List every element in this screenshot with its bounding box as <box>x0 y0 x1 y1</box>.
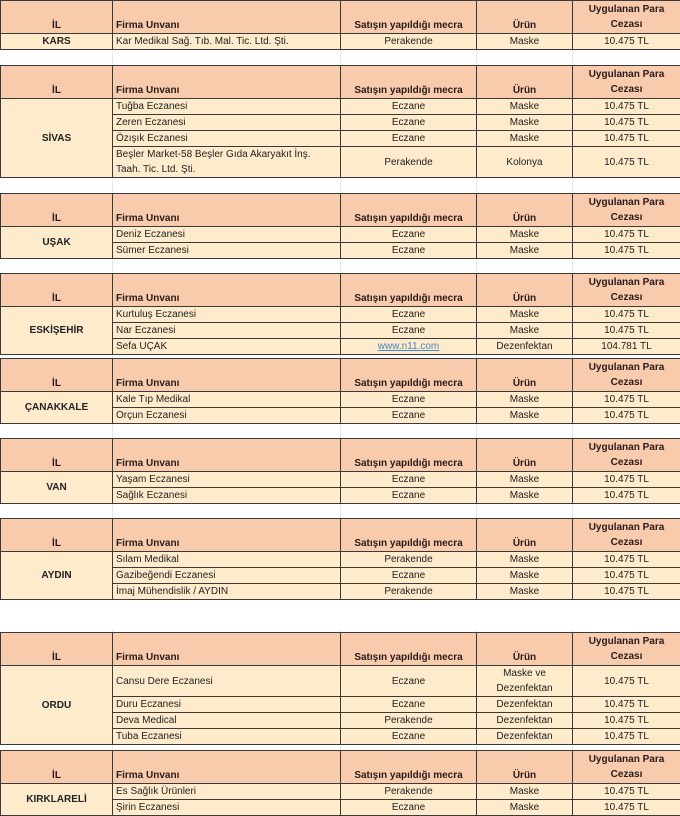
header-firma: Firma Unvanı <box>113 519 341 552</box>
header-firma: Firma Unvanı <box>113 274 341 307</box>
company-cell: Duru Eczanesi <box>113 697 341 713</box>
province-cell: UŞAK <box>1 227 113 259</box>
header-urun: Ürün <box>477 633 573 666</box>
company-cell: Beşler Market-58 Beşler Gıda Akaryakıt İnş. Taah. Tic. Ltd. Şti. <box>113 147 341 178</box>
company-cell: Deniz Eczanesi <box>113 227 341 243</box>
fine-cell: 10.475 TL <box>573 147 680 178</box>
fine-table <box>0 750 680 816</box>
company-cell: Sümer Eczanesi <box>113 243 341 259</box>
header-il: İL <box>1 274 113 307</box>
product-cell: Maske <box>477 800 573 816</box>
company-cell: Zeren Eczanesi <box>113 115 341 131</box>
company-cell: Yaşam Eczanesi <box>113 472 341 488</box>
fine-cell: 10.475 TL <box>573 584 680 600</box>
header-row <box>1 1 680 34</box>
section-kars <box>0 0 680 50</box>
section-eskisehir <box>0 273 680 355</box>
channel-cell: Perakende <box>341 552 477 568</box>
header-il: İL <box>1 66 113 99</box>
header-ceza: Uygulanan Para Cezası <box>573 194 680 227</box>
header-row <box>1 274 680 307</box>
fine-cell: 10.475 TL <box>573 697 680 713</box>
fine-cell: 10.475 TL <box>573 392 680 408</box>
section-sivas <box>0 65 680 178</box>
header-firma: Firma Unvanı <box>113 439 341 472</box>
product-cell: Maske <box>477 243 573 259</box>
fine-cell: 10.475 TL <box>573 784 680 800</box>
fine-table <box>0 358 680 424</box>
header-ceza: Uygulanan Para Cezası <box>573 66 680 99</box>
header-il: İL <box>1 194 113 227</box>
channel-cell: Perakende <box>341 147 477 178</box>
channel-cell: Eczane <box>341 115 477 131</box>
header-ceza: Uygulanan Para Cezası <box>573 274 680 307</box>
channel-cell: Perakende <box>341 784 477 800</box>
header-ceza: Uygulanan Para Cezası <box>573 1 680 34</box>
company-cell: Gazibeğendi Eczanesi <box>113 568 341 584</box>
header-urun: Ürün <box>477 359 573 392</box>
channel-cell: Eczane <box>341 227 477 243</box>
header-mecra: Satışın yapıldığı mecra <box>341 359 477 392</box>
company-cell: Şirin Eczanesi <box>113 800 341 816</box>
company-cell: Kale Tıp Medikal <box>113 392 341 408</box>
product-cell: Maske <box>477 392 573 408</box>
fine-cell: 10.475 TL <box>573 115 680 131</box>
product-cell: Maske <box>477 584 573 600</box>
header-mecra: Satışın yapıldığı mecra <box>341 439 477 472</box>
province-cell: AYDIN <box>1 552 113 600</box>
header-ceza: Uygulanan Para Cezası <box>573 751 680 784</box>
province-cell: ESKİŞEHİR <box>1 307 113 355</box>
table-row <box>1 784 680 800</box>
table-row <box>1 34 680 50</box>
province-cell: KARS <box>1 34 113 50</box>
header-urun: Ürün <box>477 439 573 472</box>
product-cell: Dezenfektan <box>477 729 573 745</box>
fine-cell: 10.475 TL <box>573 666 680 697</box>
header-row <box>1 439 680 472</box>
header-row <box>1 66 680 99</box>
company-cell: Nar Eczanesi <box>113 323 341 339</box>
header-row <box>1 359 680 392</box>
product-cell: Maske <box>477 784 573 800</box>
header-il: İL <box>1 1 113 34</box>
table-row <box>1 99 680 115</box>
fine-cell: 10.475 TL <box>573 800 680 816</box>
product-cell: Maske <box>477 568 573 584</box>
channel-cell: Perakende <box>341 584 477 600</box>
product-cell: Maske <box>477 472 573 488</box>
header-mecra: Satışın yapıldığı mecra <box>341 274 477 307</box>
header-firma: Firma Unvanı <box>113 1 341 34</box>
company-cell: Sefa UÇAK <box>113 339 341 355</box>
channel-cell: Eczane <box>341 697 477 713</box>
fine-table <box>0 193 680 259</box>
header-il: İL <box>1 439 113 472</box>
header-row <box>1 194 680 227</box>
product-cell: Maske <box>477 34 573 50</box>
header-mecra: Satışın yapıldığı mecra <box>341 66 477 99</box>
company-cell: Cansu Dere Eczanesi <box>113 666 341 697</box>
header-ceza: Uygulanan Para Cezası <box>573 359 680 392</box>
channel-cell: Eczane <box>341 488 477 504</box>
fine-cell: 10.475 TL <box>573 729 680 745</box>
fine-cell: 10.475 TL <box>573 307 680 323</box>
company-cell: İmaj Mühendislik / AYDIN <box>113 584 341 600</box>
company-cell: Orçun Eczanesi <box>113 408 341 424</box>
fine-cell: 10.475 TL <box>573 34 680 50</box>
channel-cell: Perakende <box>341 34 477 50</box>
section-canakkale <box>0 358 680 424</box>
fine-cell: 10.475 TL <box>573 131 680 147</box>
fine-cell: 10.475 TL <box>573 713 680 729</box>
channel-cell: Eczane <box>341 568 477 584</box>
header-urun: Ürün <box>477 194 573 227</box>
product-cell: Maske <box>477 552 573 568</box>
province-cell: SİVAS <box>1 99 113 178</box>
product-cell: Dezenfektan <box>477 697 573 713</box>
header-mecra: Satışın yapıldığı mecra <box>341 519 477 552</box>
fine-table <box>0 518 680 600</box>
province-cell: KIRKLARELİ <box>1 784 113 816</box>
product-cell: Maske <box>477 408 573 424</box>
company-cell: Özışık Eczanesi <box>113 131 341 147</box>
page-break-band <box>0 600 680 630</box>
section-ordu <box>0 632 680 745</box>
section-usak <box>0 193 680 259</box>
header-mecra: Satışın yapıldığı mecra <box>341 1 477 34</box>
channel-cell: Eczane <box>341 666 477 697</box>
channel-cell: Eczane <box>341 408 477 424</box>
company-cell: Tuba Eczanesi <box>113 729 341 745</box>
fine-cell: 10.475 TL <box>573 568 680 584</box>
channel-cell: Eczane <box>341 729 477 745</box>
fine-cell: 104.781 TL <box>573 339 680 355</box>
product-cell: Kolonya <box>477 147 573 178</box>
fine-cell: 10.475 TL <box>573 323 680 339</box>
header-row <box>1 519 680 552</box>
province-cell: ÇANAKKALE <box>1 392 113 424</box>
header-firma: Firma Unvanı <box>113 194 341 227</box>
company-cell: Sılam Medikal <box>113 552 341 568</box>
header-urun: Ürün <box>477 519 573 552</box>
table-row <box>1 227 680 243</box>
header-urun: Ürün <box>477 66 573 99</box>
fine-table <box>0 632 680 745</box>
table-row <box>1 472 680 488</box>
company-cell: Es Sağlık Ürünleri <box>113 784 341 800</box>
header-mecra: Satışın yapıldığı mecra <box>341 633 477 666</box>
header-urun: Ürün <box>477 1 573 34</box>
company-cell: Deva Medical <box>113 713 341 729</box>
product-cell: Maske <box>477 488 573 504</box>
province-cell: VAN <box>1 472 113 504</box>
header-urun: Ürün <box>477 751 573 784</box>
header-urun: Ürün <box>477 274 573 307</box>
product-cell: Maske ve Dezenfektan <box>477 666 573 697</box>
channel-cell: Eczane <box>341 472 477 488</box>
header-firma: Firma Unvanı <box>113 751 341 784</box>
fine-cell: 10.475 TL <box>573 99 680 115</box>
fine-cell: 10.475 TL <box>573 472 680 488</box>
company-cell: Sağlık Eczanesi <box>113 488 341 504</box>
table-row <box>1 392 680 408</box>
product-cell: Maske <box>477 99 573 115</box>
company-cell: Kar Medikal Sağ. Tıb. Mal. Tic. Ltd. Şti. <box>113 34 341 50</box>
fine-table <box>0 65 680 178</box>
header-ceza: Uygulanan Para Cezası <box>573 519 680 552</box>
product-cell: Dezenfektan <box>477 339 573 355</box>
product-cell: Maske <box>477 227 573 243</box>
channel-cell: Eczane <box>341 99 477 115</box>
fine-cell: 10.475 TL <box>573 488 680 504</box>
channel-cell: Eczane <box>341 392 477 408</box>
product-cell: Maske <box>477 323 573 339</box>
header-firma: Firma Unvanı <box>113 359 341 392</box>
fine-table <box>0 273 680 355</box>
header-il: İL <box>1 519 113 552</box>
section-kirklareli <box>0 750 680 816</box>
fine-cell: 10.475 TL <box>573 408 680 424</box>
header-row <box>1 751 680 784</box>
channel-cell: Eczane <box>341 307 477 323</box>
header-il: İL <box>1 751 113 784</box>
company-cell: Tuğba Eczanesi <box>113 99 341 115</box>
fine-cell: 10.475 TL <box>573 552 680 568</box>
province-cell: ORDU <box>1 666 113 745</box>
fine-table <box>0 0 680 50</box>
section-aydin <box>0 518 680 600</box>
fine-cell: 10.475 TL <box>573 227 680 243</box>
header-firma: Firma Unvanı <box>113 633 341 666</box>
fine-table <box>0 438 680 504</box>
product-cell: Dezenfektan <box>477 713 573 729</box>
section-van <box>0 438 680 504</box>
product-cell: Maske <box>477 131 573 147</box>
fine-cell: 10.475 TL <box>573 243 680 259</box>
header-il: İL <box>1 633 113 666</box>
channel-cell: Eczane <box>341 323 477 339</box>
header-mecra: Satışın yapıldığı mecra <box>341 751 477 784</box>
header-ceza: Uygulanan Para Cezası <box>573 439 680 472</box>
table-row <box>1 552 680 568</box>
n11-link[interactable]: www.n11.com <box>377 341 440 352</box>
company-cell: Kurtuluş Eczanesi <box>113 307 341 323</box>
header-mecra: Satışın yapıldığı mecra <box>341 194 477 227</box>
table-row <box>1 307 680 323</box>
product-cell: Maske <box>477 115 573 131</box>
header-il: İL <box>1 359 113 392</box>
channel-cell <box>341 339 477 355</box>
channel-cell: Eczane <box>341 131 477 147</box>
header-firma: Firma Unvanı <box>113 66 341 99</box>
header-ceza: Uygulanan Para Cezası <box>573 633 680 666</box>
channel-cell: Eczane <box>341 243 477 259</box>
product-cell: Maske <box>477 307 573 323</box>
header-row <box>1 633 680 666</box>
channel-cell: Eczane <box>341 800 477 816</box>
table-row <box>1 666 680 697</box>
channel-cell: Perakende <box>341 713 477 729</box>
